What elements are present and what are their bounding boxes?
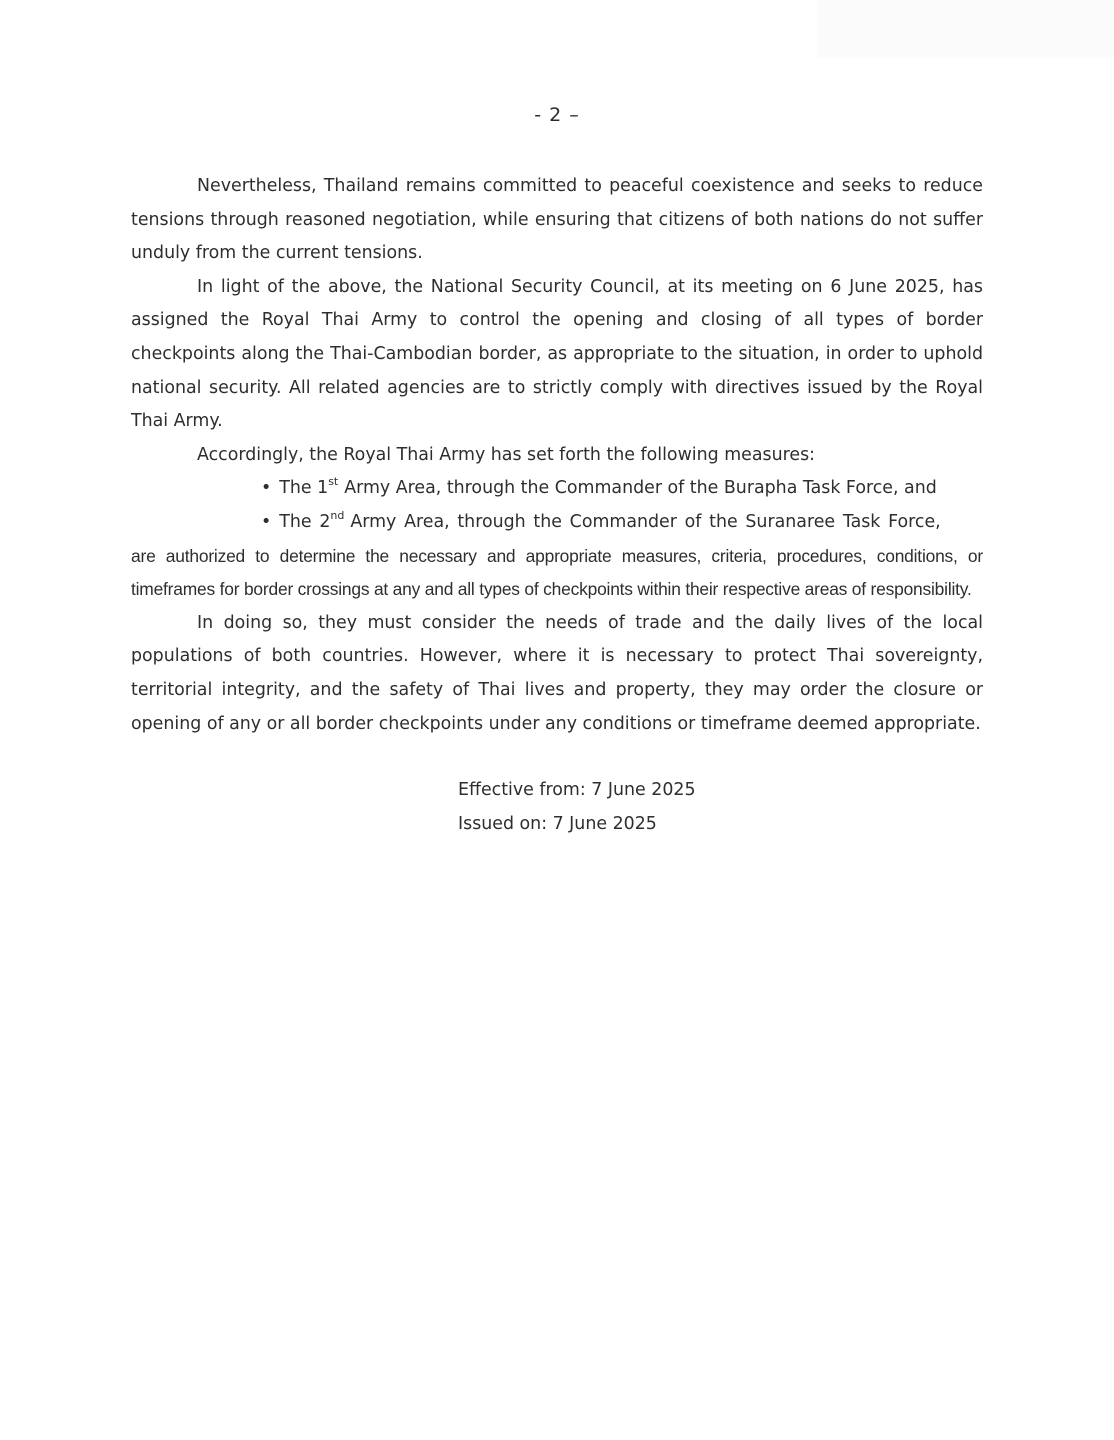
dates-block: [458, 774, 696, 841]
paragraph-measures-intro: Accordingly, the Royal Thai Army has set forth the following measures:: [197, 444, 815, 465]
watermark: [818, 0, 1114, 58]
bullet-text: Army Area, through the Commander of the Burapha Task Force, and: [344, 478, 937, 499]
bullet-marker: •: [261, 511, 272, 532]
bullet-prefix: The 1: [279, 478, 329, 499]
paragraph-nsc-decision: In light of the above, the National Security Council, at its meeting on 6 June 2025, has assigned the Royal Thai Army to control the opening and closing of all types of border checkpoints along the Thai-Cambodian border, as appropriate to the situation, in order to uphold national security. All related agencies are to strictly comply with directives issued by the Royal Thai Army.: [131, 276, 983, 432]
bullet-prefix: The 2: [279, 511, 331, 532]
paragraph-authorization: are authorized to determine the necessary and appropriate measures, criteria, procedures, conditions, or timeframes for border crossings at any and all types of checkpoints within their respective areas of responsibility.: [131, 545, 983, 600]
ordinal-suffix: st: [328, 475, 339, 489]
bullet-marker: •: [261, 478, 272, 499]
bullet-text: Army Area, through the Commander of the Suranaree Task Force,: [350, 511, 941, 532]
document-body: [131, 170, 983, 741]
paragraph-commitment: Nevertheless, Thailand remains committed to peaceful coexistence and seeks to reduce tensions through reasoned negotiation, while ensuring that citizens of both nations do not suffer unduly from the current tensions.: [131, 176, 983, 264]
page-number: - 2 –: [534, 104, 580, 126]
effective-date: Effective from: 7 June 2025: [458, 780, 696, 800]
issued-date: Issued on: 7 June 2025: [458, 813, 657, 834]
bullet-item-first-army: [131, 472, 983, 506]
ordinal-suffix: nd: [330, 508, 345, 522]
paragraph-considerations: In doing so, they must consider the needs of trade and the daily lives of the local populations of both countries. However, where it is necessary to protect Thai sovereignty, territorial integrity, and the safety of Thai lives and property, they may order the closure or opening of any or all border checkpoints under any conditions or timeframe deemed appropriate.: [131, 612, 983, 734]
bullet-item-second-army: [131, 506, 983, 540]
